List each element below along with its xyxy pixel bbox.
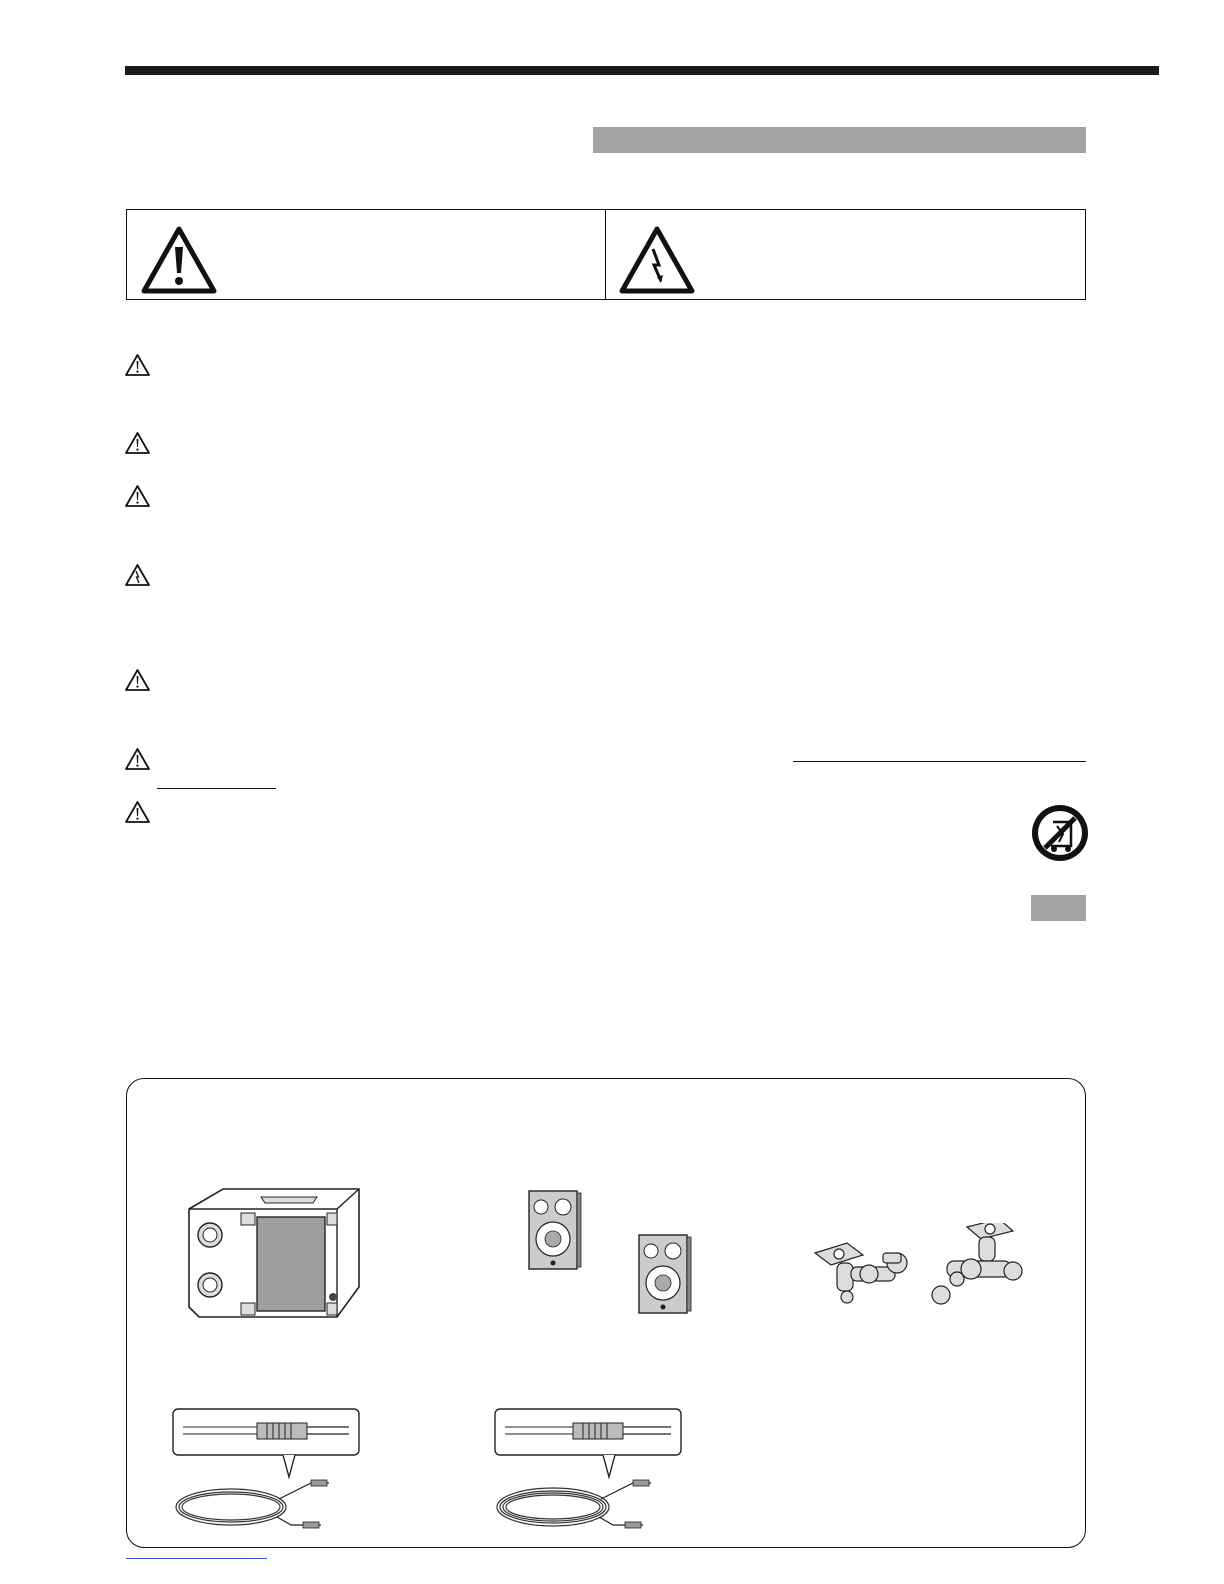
warning-triangle-icon (124, 431, 151, 455)
warning-table (126, 209, 1086, 300)
warning-triangle-icon (141, 225, 217, 295)
top-rule (125, 66, 1159, 75)
warning-triangle-icon (124, 668, 151, 692)
warning-triangle-icon (124, 800, 151, 824)
audio-cable-icon (493, 1407, 683, 1535)
subwoofer-icon (187, 1187, 367, 1335)
warning-triangle-icon (124, 747, 151, 771)
speaker-mounting-brackets-icon (807, 1223, 1037, 1315)
warning-triangle-icon (124, 484, 151, 508)
language-tab (1031, 895, 1086, 921)
footer-link-underline[interactable] (126, 1558, 267, 1559)
underline-rule (157, 788, 276, 789)
electric-shock-icon (124, 563, 151, 587)
audio-cable-icon (171, 1407, 361, 1535)
section-header-band (593, 127, 1086, 153)
no-cart-tip-over-icon (1031, 804, 1089, 862)
warning-triangle-icon (124, 353, 151, 377)
satellite-speakers-icon (527, 1189, 717, 1315)
accessory-panel (126, 1078, 1086, 1548)
table-divider (605, 210, 606, 299)
underline-rule (793, 761, 1086, 762)
electric-shock-icon (619, 225, 695, 295)
